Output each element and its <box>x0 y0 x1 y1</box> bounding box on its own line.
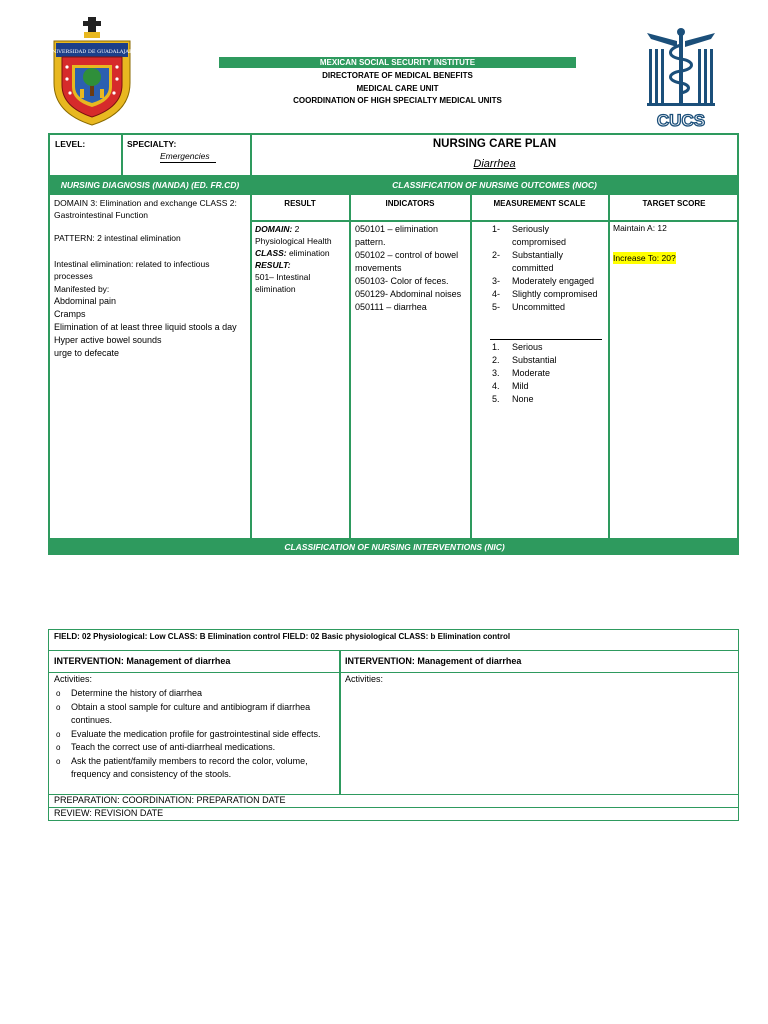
diagnosis-pattern: PATTERN: 2 intestinal elimination <box>54 233 181 243</box>
scale-item: 5. None <box>492 394 534 404</box>
university-crest-logo <box>50 17 134 127</box>
noc-header: CLASSIFICATION OF NURSING OUTCOMES (NOC) <box>250 175 739 195</box>
indicator-item: 050103- Color of feces. <box>355 276 449 286</box>
col-measurement-scale: MEASUREMENT SCALE <box>493 199 586 208</box>
indicators-list <box>355 223 467 314</box>
activity-item: o Evaluate the medication profile for gastrointestinal side effects. <box>56 728 321 739</box>
review-line: REVIEW: REVISION DATE <box>54 808 164 818</box>
crest-lettering: UNIVERSIDAD DE GUADALAJARA <box>50 49 134 55</box>
field-line: FIELD: 02 Physiological: Low CLASS: B Elimination control FIELD: 02 Basic physiological CLASS: b Elimination control <box>54 632 511 641</box>
institute-band: MEXICAN SOCIAL SECURITY INSTITUTE <box>219 57 576 68</box>
target-increase: Increase To: 20? <box>613 253 676 263</box>
target-maintain: Maintain A: 12 <box>613 223 667 233</box>
plan-subtitle: Diarrhea <box>473 158 516 170</box>
activities-list <box>54 687 339 782</box>
activity-item: o Teach the correct use of anti-diarrheal medications. <box>56 742 276 752</box>
activity-item: o Obtain a stool sample for culture and antibiogram if diarrhea continues. <box>56 701 311 725</box>
scale-item: 3. Moderate <box>492 368 551 378</box>
plan-title: NURSING CARE PLAN <box>432 138 557 150</box>
nic-header: CLASSIFICATION OF NURSING INTERVENTIONS (NIC) <box>50 538 739 555</box>
scale-divider <box>490 339 602 340</box>
diagnosis-statement: Intestinal elimination: related to infectious processes <box>54 259 210 281</box>
scale-2 <box>492 341 604 406</box>
result-result-value: 501– Intestinal elimination <box>255 272 311 294</box>
right-activities-label: Activities: <box>345 674 384 684</box>
scale-item: 1- Seriously compromised <box>492 224 567 247</box>
sign-item: Cramps <box>54 309 86 319</box>
specialty-value: Emergencies <box>160 150 216 163</box>
col-result: RESULT <box>284 199 316 208</box>
activity-item: o Ask the patient/family members to record the color, volume, frequency and consistency of the stools. <box>56 755 308 779</box>
scale-item: 4- Slightly compromised <box>492 289 598 299</box>
activity-item: o Determine the history of diarrhea <box>56 688 203 698</box>
header-line-2: MEDICAL CARE UNIT <box>356 84 439 93</box>
result-block <box>255 223 347 295</box>
result-domain-label: DOMAIN: <box>255 224 293 234</box>
col-indicators: INDICATORS <box>385 199 435 208</box>
scale-item: 5- Uncommitted <box>492 302 566 312</box>
indicator-item: 050129- Abdominal noises <box>355 289 462 299</box>
left-activities-label: Activities: <box>54 674 93 684</box>
scale-item: 1. Serious <box>492 342 543 352</box>
result-domain-value: 2 Physiological Health <box>255 224 332 246</box>
preparation-line: PREPARATION: COORDINATION: PREPARATION DATE <box>54 795 286 805</box>
left-intervention-title: INTERVENTION: Management of diarrhea <box>54 656 231 666</box>
sign-item: Hyper active bowel sounds <box>54 335 162 345</box>
sign-item: Abdominal pain <box>54 296 117 306</box>
nanda-header: NURSING DIAGNOSIS (NANDA) (ED. FR.CD) <box>50 175 250 195</box>
care-plan-table <box>48 133 739 555</box>
result-class-label: CLASS: <box>255 248 287 258</box>
result-class-value: elimination <box>286 248 330 258</box>
header-line-3: COORDINATION OF HIGH SPECIALTY MEDICAL UNITS <box>293 96 502 105</box>
sign-item: urge to defecate <box>54 348 120 358</box>
right-intervention-title: INTERVENTION: Management of diarrhea <box>345 656 522 666</box>
interventions-table <box>48 629 739 821</box>
scale-1 <box>492 223 604 314</box>
result-result-label: RESULT: <box>255 260 291 270</box>
indicator-item: 050102 – control of bowel movements <box>355 250 459 273</box>
col-target-score: TARGET SCORE <box>642 199 706 208</box>
diagnosis-manifested: Manifested by: <box>54 284 110 294</box>
diagnosis-signs <box>54 295 246 360</box>
diagnosis-domain: DOMAIN 3: Elimination and exchange CLASS 2: Gastrointestinal Function <box>54 198 237 220</box>
scale-item: 2. Substantial <box>492 355 557 365</box>
scale-item: 3- Moderately engaged <box>492 276 595 286</box>
indicator-item: 050101 – elimination pattern. <box>355 224 439 247</box>
specialty-label: SPECIALTY: <box>127 139 177 149</box>
sign-item: Elimination of at least three liquid stools a day <box>54 322 237 332</box>
scale-item: 2- Substantially committed <box>492 250 564 273</box>
indicator-item: 050111 – diarrhea <box>355 302 427 312</box>
cucs-logo-lettering: CUCS <box>656 111 706 129</box>
cucs-logo <box>645 27 717 129</box>
level-label: LEVEL: <box>55 139 86 149</box>
header-line-1: DIRECTORATE OF MEDICAL BENEFITS <box>322 71 473 80</box>
scale-item: 4. Mild <box>492 381 529 391</box>
